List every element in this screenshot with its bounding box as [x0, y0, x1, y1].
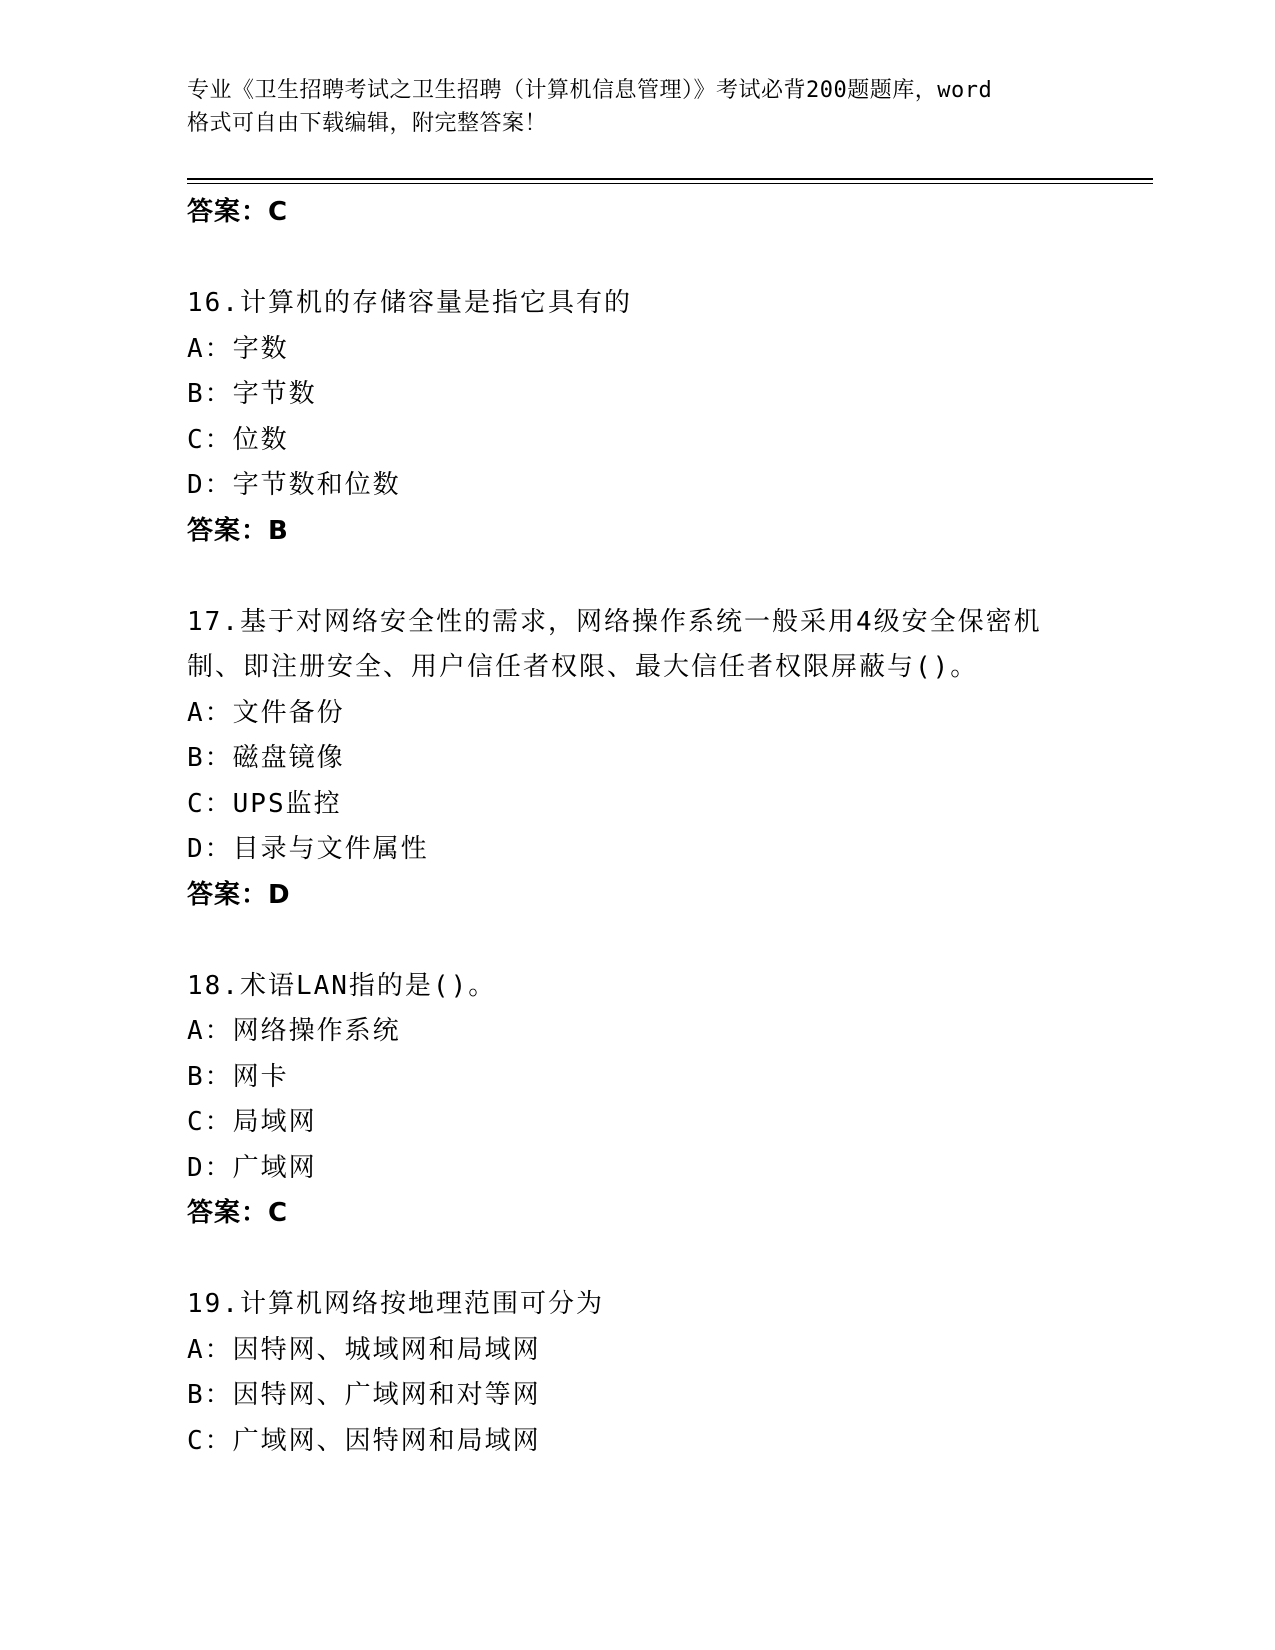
option-a: A：字数 [187, 333, 289, 364]
option-a: A：文件备份 [187, 697, 345, 728]
question-list [187, 190, 1087, 1464]
block-spacer [187, 554, 1087, 600]
document-header [187, 74, 1087, 140]
answer-line: 答案：C [187, 197, 289, 227]
block-spacer [187, 1237, 1087, 1283]
question-block-16 [187, 281, 1087, 554]
header-line-2: 格式可自由下载编辑，附完整答案！ [187, 111, 548, 136]
question-text: 18.术语LAN指的是()。 [187, 970, 497, 1001]
option-c: C：位数 [187, 424, 289, 455]
option-a: A：因特网、城域网和局域网 [187, 1334, 541, 1365]
option-b: B：因特网、广域网和对等网 [187, 1380, 541, 1410]
option-d: D：广域网 [187, 1152, 317, 1183]
option-d: D：目录与文件属性 [187, 834, 429, 864]
option-a: A：网络操作系统 [187, 1016, 401, 1046]
question-text-line-1: 17.基于对网络安全性的需求，网络操作系统一般采用4级安全保密机 [187, 606, 1042, 637]
question-text: 16.计算机的存储容量是指它具有的 [187, 288, 632, 318]
question-block-19 [187, 1282, 1087, 1464]
option-b: B：网卡 [187, 1061, 289, 1092]
option-c: C：局域网 [187, 1107, 317, 1137]
header-line-1: 专业《卫生招聘考试之卫生招聘（计算机信息管理）》考试必背200题题库，word [187, 78, 993, 103]
answer-line: 答案：B [187, 515, 289, 546]
question-text-line-2: 制、即注册安全、用户信任者权限、最大信任者权限屏蔽与()。 [187, 652, 979, 682]
question-block-17 [187, 600, 1087, 919]
answer-line: 答案：D [187, 879, 291, 910]
option-b: B：字节数 [187, 379, 317, 409]
option-b: B：磁盘镜像 [187, 743, 345, 773]
block-spacer [187, 236, 1087, 282]
answer-line: 答案：C [187, 1198, 289, 1228]
header-divider-thin [187, 183, 1153, 184]
question-block-18 [187, 964, 1087, 1237]
block-spacer [187, 918, 1087, 964]
question-text: 19.计算机网络按地理范围可分为 [187, 1289, 604, 1319]
header-divider-thick [187, 178, 1153, 180]
option-d: D：字节数和位数 [187, 470, 401, 500]
option-c: C：广域网、因特网和局域网 [187, 1425, 541, 1456]
option-c: C：UPS监控 [187, 788, 342, 819]
